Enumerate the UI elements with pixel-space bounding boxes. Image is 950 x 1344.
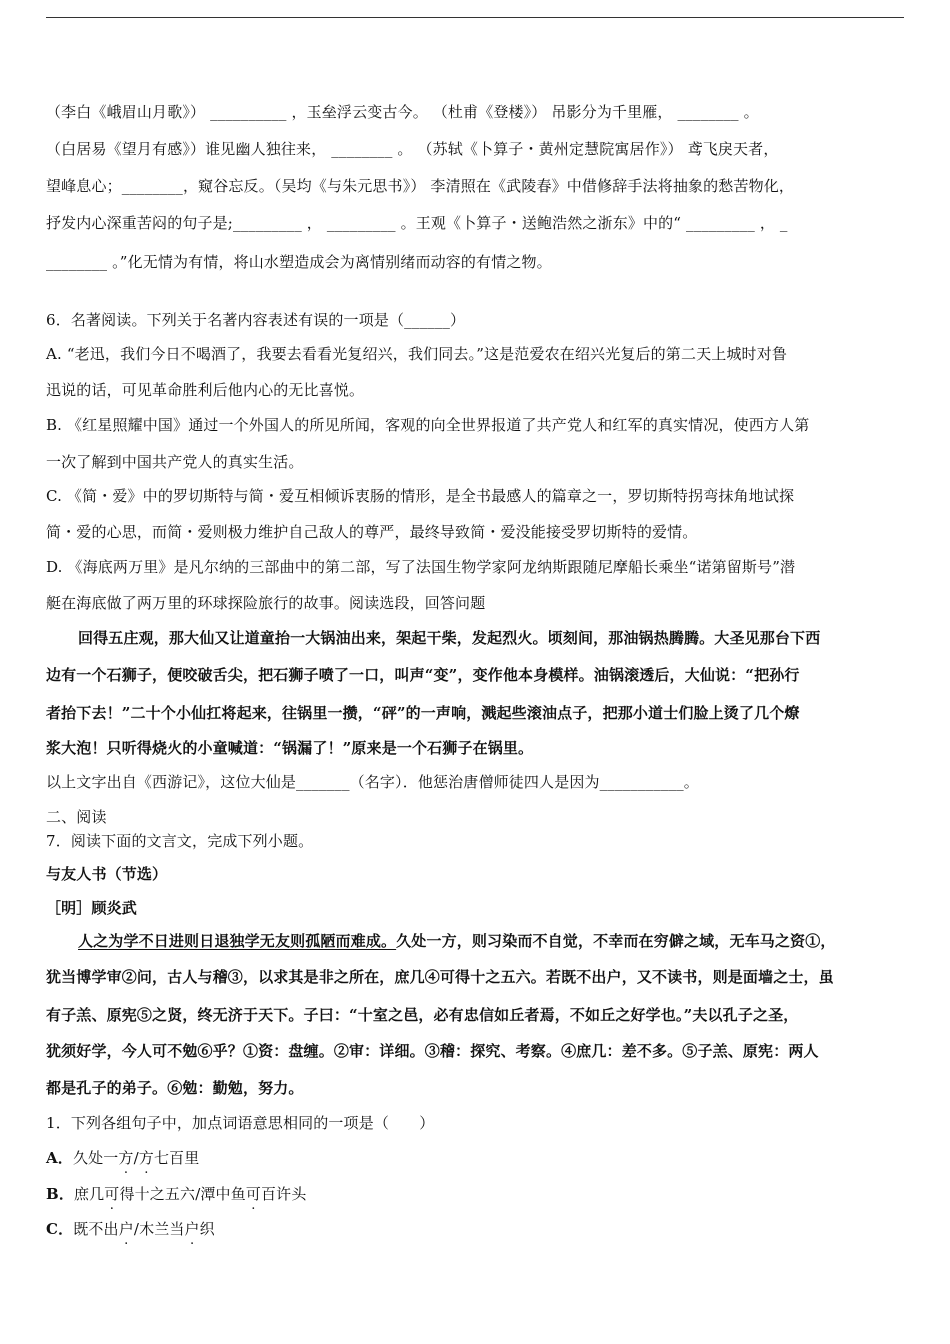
poem-line-4: 抒发内心深重苦闷的句子是;_________ ， _________ 。王观《卜算子・送鲍浩然之浙东》中的“ _________ ， _	[46, 214, 788, 232]
excerpt-line-2: 边有一个石狮子，便咬破舌尖，把石狮子喷了一口，叫声“变”，变作他本身模样。油锅滚透后，大仙说：“把孙行	[46, 666, 800, 684]
q7-stem: 7．阅读下面的文言文，完成下列小题。	[46, 832, 314, 850]
poem-line-2: （白居易《望月有感》）谁见幽人独往来， ________ 。 （苏轼《卜算子・黄州定慧院寓居作》） 鸢飞戾天者，	[46, 140, 779, 158]
q6-option-d-line1: D. 《海底两万里》是凡尔纳的三部曲中的第二部，写了法国生物学家阿龙纳斯跟随尼摩船长乘坐“诺第留斯号”潜	[46, 558, 796, 576]
option-b-text-1: 庶几	[73, 1185, 105, 1203]
passage-line-2: 犹当博学审②问，古人与稽③，以求其是非之所在，庶几④可得十之五六。若既不出户，又不读书，则是面墙之士，虽	[46, 968, 834, 986]
q6-option-d-line2: 艇在海底做了两万里的环球探险旅行的故事。阅读选段，回答问题	[46, 594, 486, 612]
dotted-word: 户	[118, 1220, 134, 1238]
dotted-word: 方	[118, 1149, 134, 1167]
passage-line-1-rest: 久处一方，则习染而不自觉，不幸而在穷僻之域，无车马之资①，	[396, 932, 836, 950]
subq1-option-b	[46, 1184, 306, 1204]
excerpt-line-3: 者抬下去！”二十个小仙扛将起来，往锅里一攒，“砰”的一声响，溅起些滚油点子，把那小道士们脸上烫了几个燎	[46, 704, 800, 722]
passage-author: ［明］顾炎武	[46, 899, 137, 917]
option-c-text-1: 既不出	[73, 1220, 119, 1238]
q6-option-b-line1: B. 《红星照耀中国》通过一个外国人的所见所闻，客观的向全世界报道了共产党人和红军的真实情况，使西方人第	[46, 416, 810, 434]
q6-option-c-line2: 简・爱的心思，而简・爱则极力维护自己敌人的尊严，最终导致简・爱没能接受罗切斯特的爱情。	[46, 523, 698, 541]
dotted-word: 可	[104, 1185, 120, 1203]
poem-line-3: 望峰息心；________，窥谷忘反。（吴均《与朱元思书》） 李清照在《武陵春》中借修辞手法将抽象的愁苦物化，	[46, 177, 795, 195]
q6-stem: 6．名著阅读。下列关于名著内容表述有误的一项是（______）	[46, 311, 466, 329]
q6-fill-question: 以上文字出自《西游记》，这位大仙是_______（名字）．他惩治唐僧师徒四人是因为___________。	[46, 773, 699, 791]
q6-option-c-line1: C. 《简・爱》中的罗切斯特与简・爱互相倾诉衷肠的情形，是全书最感人的篇章之一，罗切斯特拐弯抹角地试探	[46, 487, 795, 505]
excerpt-line-1: 回得五庄观，那大仙又让道童抬一大锅油出来，架起干柴，发起烈火。顷刻间，那油锅热腾腾。大圣见那台下西	[78, 629, 821, 647]
underlined-sentence: 人之为学不日进则日退独学无友则孤陋而难成。	[78, 932, 397, 950]
poem-line-5: ________ 。”化无情为有情，将山水塑造成会为离情别绪而动容的有情之物。	[46, 253, 552, 271]
option-a-text-2: /	[133, 1149, 139, 1167]
excerpt-line-4: 浆大泡！只听得烧火的小童喊道：“锅漏了！”原来是一个石狮子在锅里。	[46, 739, 534, 757]
option-c-text-3: 织	[199, 1220, 215, 1238]
option-a-text-3: 七百里	[153, 1149, 200, 1167]
passage-line-1	[78, 931, 836, 951]
option-b-text-2: 得十之五六/潭中鱼	[119, 1185, 246, 1203]
option-a-label: A．	[46, 1149, 73, 1167]
dotted-word: 可	[245, 1185, 262, 1203]
option-b-label: B．	[46, 1185, 74, 1203]
subq1-option-a	[46, 1148, 199, 1168]
passage-line-4: 犹须好学，今人可不勉⑥乎？①资：盘缠。②审：详细。③稽：探究、考察。④庶几：差不多。⑤子羔、原宪：两人	[46, 1042, 819, 1060]
option-c-text-2: /木兰当	[133, 1220, 185, 1238]
passage-line-5: 都是孔子的弟子。⑥勉：勤勉，努力。	[46, 1079, 304, 1097]
option-a-text-1: 久处一	[72, 1149, 119, 1167]
subq1-option-c	[46, 1219, 215, 1239]
dotted-word: 户	[184, 1220, 200, 1238]
subq1-stem: 1．下列各组句子中，加点词语意思相同的一项是（ ）	[46, 1114, 435, 1132]
section-heading: 二、阅读	[46, 808, 107, 826]
q6-option-a-line1: A. “老迅，我们今日不喝酒了，我要去看看光复绍兴，我们同去。”这是范爱农在绍兴光复后的第二天上城时对鲁	[46, 345, 788, 363]
poem-line-1: （李白《峨眉山月歌》） __________ ，玉垒浮云变古今。 （杜甫《登楼》） 吊影分为千里雁， ________ 。	[46, 103, 759, 121]
q6-option-a-line2: 迅说的话，可见革命胜利后他内心的无比喜悦。	[46, 381, 365, 399]
option-b-text-3: 百许头	[261, 1185, 307, 1203]
q6-option-b-line2: 一次了解到中国共产党人的真实生活。	[46, 453, 304, 471]
option-c-label: C．	[46, 1220, 74, 1238]
passage-line-3: 有子羔、原宪⑤之贤，终无济于天下。子曰：“十室之邑，必有忠信如丘者焉，不如丘之好学也。”夫以孔子之圣，	[46, 1006, 799, 1024]
header-rule	[46, 17, 904, 18]
dotted-word: 方	[138, 1149, 154, 1167]
passage-title: 与友人书（节选）	[46, 865, 168, 883]
